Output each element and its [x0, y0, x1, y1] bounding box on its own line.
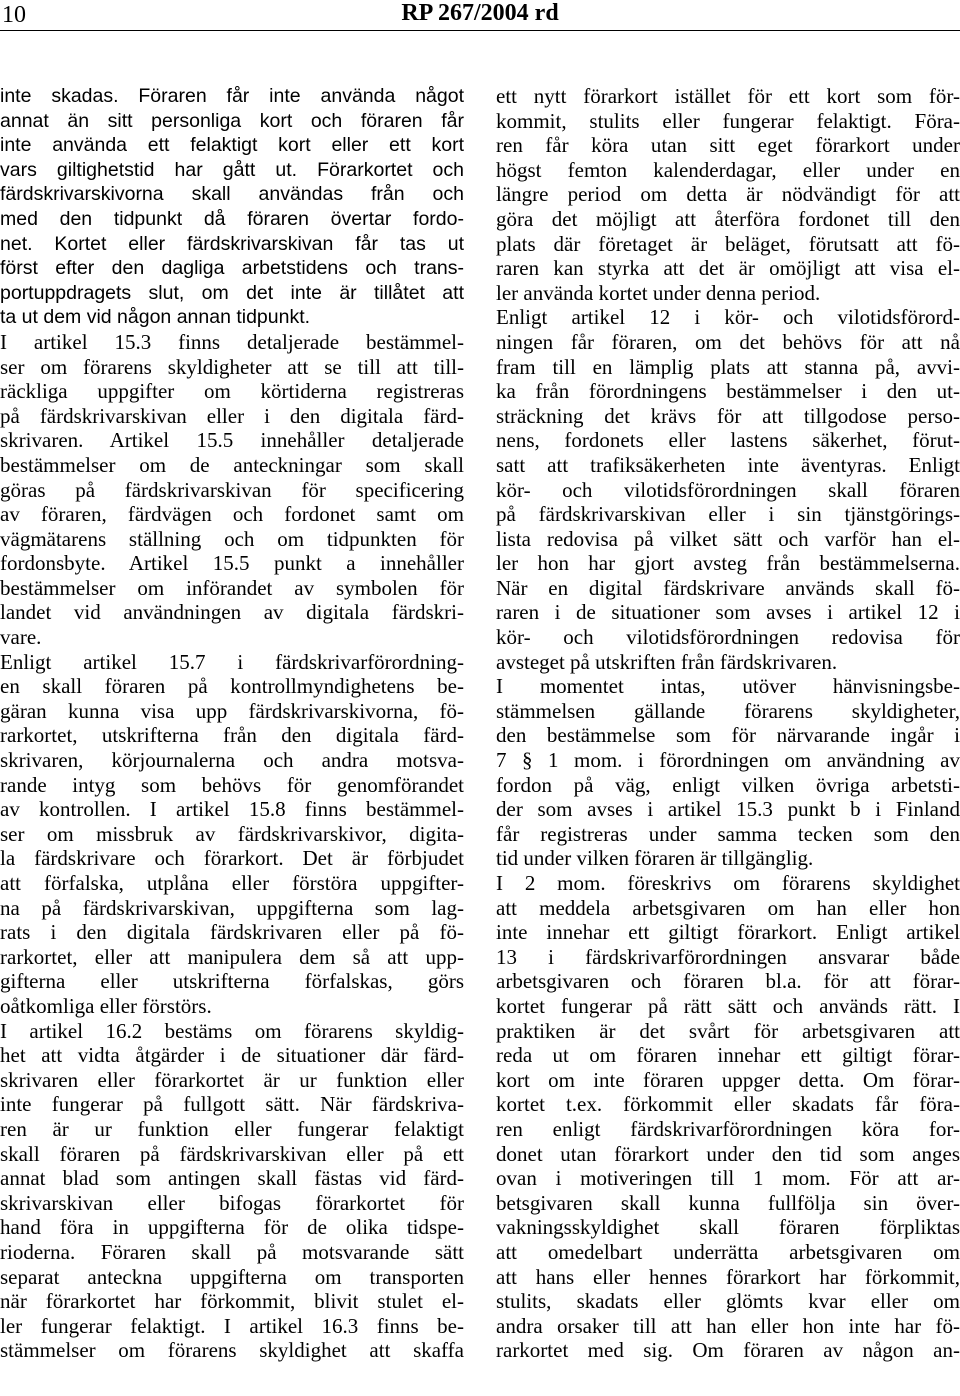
text-line: ler hon har gjort avsteg från bestämmelserna. — [496, 551, 960, 576]
text-line: ser om missbruk av färdskrivarskivor, digita- — [0, 821, 464, 846]
text-line: hand föra in uppgifterna för de olika tidspe- — [0, 1215, 464, 1240]
text-line: att hans eller hennes förarkort har förkommit, — [496, 1264, 960, 1289]
text-line: ta ut dem vid någon annan tidpunkt. — [0, 306, 311, 329]
text-line: skall föraren på färdskrivarskivan eller på ett — [0, 1141, 464, 1166]
page-number: 10 — [2, 2, 26, 28]
text-line: den bestämmelse som för närvarande ingår i — [496, 723, 960, 748]
text-line: på färdskrivarskivan eller i den digitala färd- — [0, 403, 464, 428]
text-line: bestämmelser om införandet av symbolen för — [0, 575, 464, 600]
text-line: raren i de situationer som avses i artikel 12 i — [496, 600, 960, 625]
text-line: Enligt artikel 12 i kör- och vilotidsförord- — [496, 305, 960, 330]
text-line: oåtkomliga eller förstörs. — [0, 993, 212, 1018]
text-line: sträckning det krävs för att tillgodose perso- — [496, 403, 960, 428]
text-line: en skall föraren på kontrollmyndighetens be- — [0, 674, 464, 699]
text-line: 13 i färdskrivarförordningen ansvarar både — [496, 944, 960, 969]
text-line: I artikel 16.2 bestäms om förarens skyldig- — [0, 1018, 464, 1043]
text-line: rats i den digitala färdskrivaren eller på fö- — [0, 920, 464, 945]
text-line: först efter den dagliga arbetstidens och trans- — [0, 257, 464, 280]
text-line: vars giltighetstid har gått ut. Förarkortet och — [0, 158, 464, 181]
text-line: När en digital färdskrivare används skall fö- — [496, 575, 960, 600]
text-line: portuppdragets slut, om det inte är tillåtet att — [0, 281, 464, 304]
text-line: skrivaren. Artikel 15.5 innehåller detaljerade — [0, 428, 464, 453]
text-line: ka från förordningens bestämmelser i den ut- — [496, 379, 960, 404]
right-column — [496, 84, 960, 1363]
text-line: kör- och vilotidsförordningen redovisa för — [496, 625, 960, 650]
text-line: fram till en lämplig plats att stanna på, avvi- — [496, 354, 960, 379]
text-line: annat än sitt personliga kort och föraren får — [0, 109, 464, 132]
text-line: bestämmelser om de anteckningar som skall — [0, 452, 464, 477]
text-line: inte skadas. Föraren får inte använda något — [0, 85, 464, 107]
text-line: arbetsgivaren och föraren bl.a. för att förar- — [496, 969, 960, 994]
text-line: vare. — [0, 625, 42, 650]
left-column — [0, 84, 464, 1363]
text-line: skrivaren, körjournalerna och andra motsva- — [0, 748, 464, 773]
text-line: rande intyg som behövs för genomförandet — [0, 772, 464, 797]
text-line: satt att trafiksäkerheten inte äventyras. Enligt — [496, 452, 960, 477]
text-line: na på färdskrivarskivan, uppgifterna som lag- — [0, 895, 464, 920]
text-line: ser om förarens skyldigheter att se till att till- — [0, 354, 464, 379]
text-line: på färdskrivarskivan eller i sin tjänstgörings- — [496, 502, 960, 527]
text-line: raren kan styrka att det är omöjligt att visa el- — [496, 256, 960, 281]
text-line: reda ut om föraren innehar ett giltigt förar- — [496, 1043, 960, 1068]
text-line: räckliga uppgifter om körtiderna registreras — [0, 379, 464, 404]
text-line: rioderna. Föraren skall på motsvarande sätt — [0, 1239, 464, 1264]
text-line: längre period om detta är nödvändigt för att — [496, 182, 960, 207]
text-line: ler använda kortet under denna period. — [496, 280, 821, 305]
text-line: 7 § 1 mom. i förordningen om användning av — [496, 748, 960, 773]
text-line: betsgivaren skall kunna fullfölja sin över- — [496, 1190, 960, 1215]
text-line: skrivarskivan eller bifogas förarkortet för — [0, 1190, 464, 1215]
text-line: färdskrivarskivorna skall användas från och — [0, 183, 464, 206]
text-line: net. Kortet eller färdskrivarskivan får tas ut — [0, 232, 464, 255]
header-rule — [0, 30, 960, 31]
text-line: kortet t.ex. förkommit eller skadats får föra- — [496, 1092, 960, 1117]
text-line: ovan i motiveringen till 1 mom. För att ar- — [496, 1166, 960, 1191]
text-line: nens, fordonets eller lastens säkerhet, förut- — [496, 428, 960, 453]
text-line: av kontrollen. I artikel 15.8 finns bestämmel- — [0, 797, 464, 822]
text-line: I artikel 15.3 finns detaljerade bestämmel- — [0, 329, 464, 354]
text-line: ren är ur funktion eller fungerar felaktigt — [0, 1116, 464, 1141]
text-line: göra det möjligt att återföra fordonet till den — [496, 206, 960, 231]
text-line: stämmelser om förarens skyldighet att skaffa — [0, 1338, 464, 1363]
text-line: inte innehar ett giltigt förarkort. Enligt artikel — [496, 920, 960, 945]
text-line: får registreras under samma tecken som den — [496, 821, 960, 846]
text-line: med den tidpunkt då föraren övertar fordo- — [0, 207, 464, 230]
text-line: fordon på väg, enligt vilken övriga arbetsti- — [496, 772, 960, 797]
text-line: ningen får föraren, om det behövs för att nå — [496, 329, 960, 354]
text-line: att meddela arbetsgivaren om han eller hon — [496, 895, 960, 920]
text-line: plats där företaget är beläget, förutsatt att fö- — [496, 231, 960, 256]
text-line: het att vidta åtgärder i de situationer där färd- — [0, 1043, 464, 1068]
text-line: rarkortet med sig. Om föraren av någon an- — [496, 1338, 960, 1363]
text-line: kortet fungerar på rätt sätt och används rätt. I — [496, 993, 960, 1018]
text-line: ett nytt förarkort istället för ett kort som för- — [496, 84, 960, 108]
text-line: när förarkortet har förkommit, blivit stulet el- — [0, 1289, 464, 1314]
text-line: annat blad som antingen skall fästas vid färd- — [0, 1166, 464, 1191]
text-line: praktiken är det svårt för arbetsgivaren att — [496, 1018, 960, 1043]
text-line: la färdskrivare och förarkort. Det är förbjudet — [0, 846, 464, 871]
text-line: stämmelsen gällande förarens skyldigheter, — [496, 698, 960, 723]
text-line: inte fungerar på fullgott sätt. När färdskriva- — [0, 1092, 464, 1117]
text-line: att omedelbart underrätta arbetsgivaren om — [496, 1239, 960, 1264]
text-line: gifterna eller utskrifterna förfalskas, görs — [0, 969, 464, 994]
text-line: göras på färdskrivarskivan för specificering — [0, 477, 464, 502]
text-line: gäran kunna visa upp färdskrivarskivorna, fö- — [0, 698, 464, 723]
text-line: att förfalska, utplåna eller förstöra uppgifter- — [0, 871, 464, 895]
text-line: fordonsbyte. Artikel 15.5 punkt a innehåller — [0, 551, 464, 576]
text-line: inte använda ett felaktigt kort eller ett kort — [0, 134, 464, 157]
text-line: stulits, skadats eller glömts kvar eller om — [496, 1289, 960, 1314]
page-header — [0, 0, 960, 60]
text-line: Enligt artikel 15.7 i färdskrivarförordning- — [0, 649, 464, 674]
text-line: tid under vilken föraren är tillgänglig. — [496, 846, 814, 871]
text-line: vakningsskyldighet skall föraren förpliktas — [496, 1215, 960, 1240]
text-line: andra orsaker till att han eller hon inte har fö- — [496, 1313, 960, 1338]
text-line: kommit, stulits eller fungerar felaktigt. Föra- — [496, 108, 960, 133]
text-line: avsteget på utskriften från färdskrivaren. — [496, 649, 838, 674]
text-line: separat anteckna uppgifterna om transporten — [0, 1264, 464, 1289]
text-line: landet vid användningen av digitala färdskri- — [0, 600, 464, 625]
text-line: vägmätarens ställning och om tidpunkten för — [0, 526, 464, 551]
text-line: rarkortet, eller att manipulera dem så att upp- — [0, 944, 464, 969]
document-id: RP 267/2004 rd — [401, 0, 559, 26]
text-line: der som avses i artikel 15.3 punkt b i Finland — [496, 797, 960, 822]
text-line: skrivaren eller förarkortet är ur funktion eller — [0, 1067, 464, 1092]
text-line: kör- och vilotidsförordningen skall föraren — [496, 477, 960, 502]
text-line: av föraren, färdvägen och fordonet samt om — [0, 502, 464, 527]
text-line: rarkortet, utskrifterna från den digitala färd- — [0, 723, 464, 748]
text-line: ren enligt färdskrivarförordningen köra for- — [496, 1116, 960, 1141]
text-line: I 2 mom. föreskrivs om förarens skyldighet — [496, 871, 960, 895]
text-line: ler fungerar felaktigt. I artikel 16.3 finns be- — [0, 1313, 464, 1338]
text-line: donet utan förarkort under den tid som anges — [496, 1141, 960, 1166]
text-line: högst femton kalenderdagar, eller under en — [496, 157, 960, 182]
text-line: lista redovisa på vilket sätt och varför han el- — [496, 526, 960, 551]
text-line: ren får köra utan sitt eget förarkort under — [496, 133, 960, 158]
text-line: I momentet intas, utöver hänvisningsbe- — [496, 674, 960, 699]
text-line: kort om inte föraren uppger detta. Om förar- — [496, 1067, 960, 1092]
